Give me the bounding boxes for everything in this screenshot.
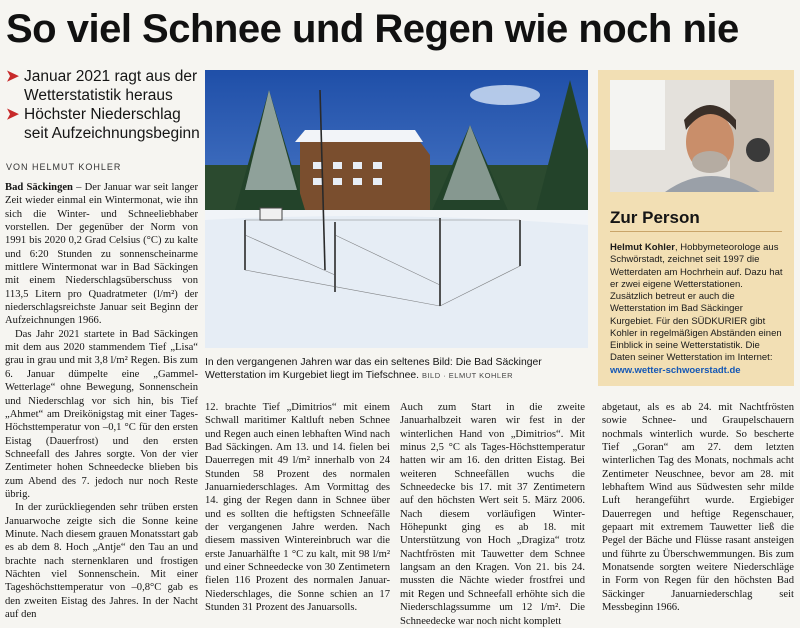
headline: So viel Schnee und Regen wie noch nie	[6, 7, 739, 51]
subheadline-text: Höchster Niederschlag seit Aufzeichnungsbeginn	[24, 106, 200, 142]
article-paragraph: abgetaut, als es ab 24. mit Nachtfrösten sowie Schnee- und Graupelschauern nochmals winterlich wurde. So bescherte Tief „Goran“ am 27. dem letzten winterlichen Tag des Monats, nochmals acht Zentimeter Neuschnee, bevor am 28. mit lebhaftem Wind aus Südwesten sehr milde Luft herangeführt wurde. Ergiebiger Dauerregen und heftige Regenschauer, gepaart mit extremem Tauwetter ließ die Pegel der Bäche und Flüsse rasant ansteigen und führte zu Überschwemmungen. Bis zum Monatsende sorgten weitere Niederschläge in Form von Regen für den höchsten Bad Säckinger Januarniederschlag seit Messbeginn 1966.	[602, 402, 794, 614]
article-paragraph: In der zurückliegenden sehr trüben ersten Januarwoche zeigte sich die Sonne keine Minute. Nach diesem grauen Monatsstart gab es ab dem 8. Hoch „Antje“ den Tau an und brachte nach sternenklaren und frostigen Nächten viel Sonnenschein. Mit einer Tageshöchsttemperatur von –0,8°C gab es den zweiten Eistag des Jahres. In der Nacht auf den	[5, 502, 198, 620]
author-byline: VON HELMUT KOHLER	[6, 162, 122, 172]
weather-station-photo	[205, 70, 588, 348]
article-paragraph: Auch zum Start in die zweite Januarhalbzeit waren wir fest in der winterlichen Hand von „Dimitrios“. Mit minus 2,5 °C als Tages-Höchsttemperatur hatten wir am 16. den dritten Eistag. Bei weiteren Schneefällen wuchs die Schneedecke bis 17. mit 37 Zentimetern auf den höchsten Wert seit 5. März 2006. Nach diesem vorläufigen Winter-Höhepunkt ging es ab 18. mit Unterstützung von Hoch „Dragiza“ trotz Nachtfrösten mit Tauwetter dem Schnee langsam an den Kragen. Von 21. bis 24. mussten die Nächte wieder frostfrei und mit Regen und Schneefall erhöhte sich die Niederschlagssumme um 12 l/m². Die Schneedecke war noch nicht komplett	[400, 402, 585, 627]
article-column-3	[400, 401, 585, 628]
lead-paragraph	[5, 181, 198, 328]
article-paragraph: 12. brachte Tief „Dimitrios“ mit einem Schwall maritimer Kaltluft neben Schnee und Regen auch einen lebhaften Wind nach Bad Säckingen. Am 13. und 14. fielen bei Dauerregen mit 49 l/m² innerhalb von 24 Stunden 58 Prozent des normalen Januarniederschlages. Am Vormittag des 14. ging der Regen dann in Schnee über und es sollten die heftigsten Schneefälle der vergangenen Jahre werden. Nach diesem massiven Wintereinbruch war die erste Januarhälfte 1 °C zu kalt, mit 98 l/m² und einer Schneedecke von 30 Zentimetern fielen 116 Prozent des normalen Januar-Niederschlages, die Sonne schien an 17 Stunden 31 Prozent des Januarsolls.	[205, 402, 390, 614]
arrow-icon: ➤	[6, 106, 19, 123]
lead-text: – Der Januar war seit langer Zeit wieder einmal ein Wintermonat, wie ihn sich die Winter- und Schneeliebhaber vorstellen. Der gegenüber der Norm von 1991 bis 2020 0,2 Grad Celsius (°C) zu kalte und 6:20 Stunden zu sonnenscheinarme mittlere Wintermonat war in Bad Säckingen mit einem Niederschlagsüberschuss von 113,5 Litern pro Quadratmeter (l/m²) der niederschlagsreichste Januar seit Beginn der Aufzeichnungen 1966.	[5, 182, 198, 327]
article-column-1	[5, 181, 198, 621]
author-portrait	[610, 80, 774, 192]
photo-caption	[205, 357, 588, 382]
person-name: Helmut Kohler	[610, 242, 675, 253]
dateline: Bad Säckingen	[5, 182, 73, 193]
subheadline-list	[4, 67, 209, 143]
snow-scene-image	[205, 70, 588, 348]
subheadline-item	[4, 105, 209, 143]
caption-text: In den vergangenen Jahren war das ein seltenes Bild: Die Bad Säckinger Wetterstation im Kurgebiet liegt im Tiefschnee.	[205, 357, 542, 381]
website-link[interactable]: www.wetter-schwoerstadt.de	[610, 364, 741, 376]
zur-person-box	[598, 70, 794, 386]
subheadline-item	[4, 67, 209, 105]
subheadline-text: Januar 2021 ragt aus der Wetterstatistik heraus	[24, 68, 198, 104]
article-column-2	[205, 401, 390, 615]
sidebar-title: Zur Person	[610, 208, 700, 227]
article-paragraph: Das Jahr 2021 startete in Bad Säckingen mit dem aus 2020 stammendem Tief „Lisa“ grau in grau und mit 3,8 l/m² Regen. Bis zum 6. Januar dümpelte eine „Gammel-Wetterlage“ ohne Bewegung, Sonnenschein und Niederschlag vor sich hin, bis Tief „Ahmet“ am Dreikönigstag mit einer Tages-Höchsttemperatur von –0,1 °C für den ersten Eistag (Dauerfrost) und den ersten Schneefall des Jahres sorgte. Von der vier Zentimeter hohen Schneedecke blieben bis zum Abend des 7. jedoch nur noch Reste übrig.	[5, 328, 198, 500]
article-column-4	[602, 401, 794, 615]
sidebar-text	[610, 242, 784, 377]
person-photo-image	[610, 80, 774, 192]
arrow-icon: ➤	[6, 68, 19, 85]
person-bio: , Hobbymeteorologe aus Schwörstadt, zeichnet seit 1997 die Wetterdaten am Hochrhein auf. Dazu hat er zwei eigene Wetterstationen. Zusätzlich betreut er auch die Wetterstation im Bad Säckinger Kurgebiet. Für den SÜDKURIER gibt Kohler in regelmäßigen Abständen einen Einblick in seine Wetterstatistik. Die Daten seiner Wetterstation im Internet:	[610, 242, 783, 364]
sidebar-divider	[610, 231, 782, 232]
photo-credit: BILD · ELMUT KOHLER	[421, 370, 514, 380]
